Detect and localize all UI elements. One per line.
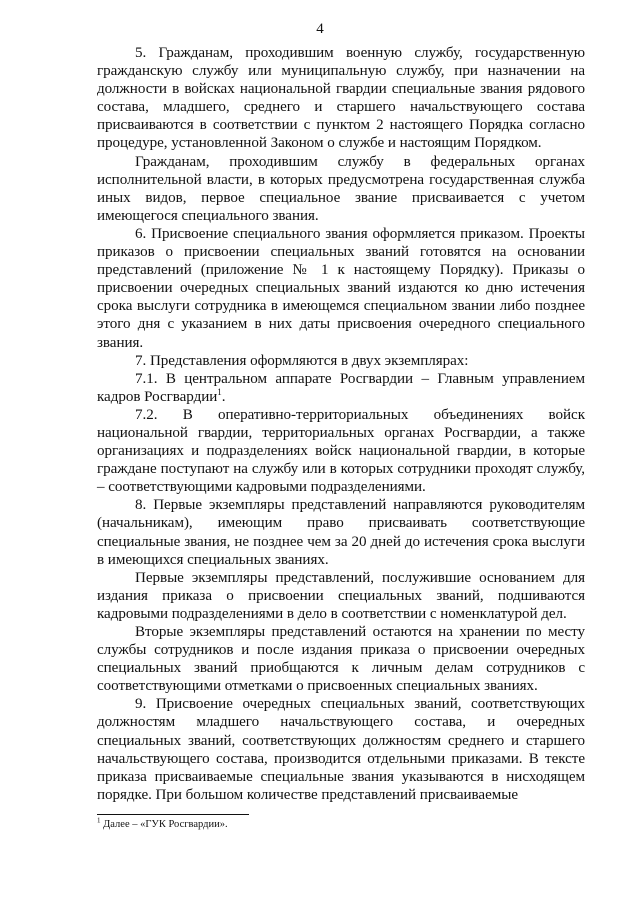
paragraph-7-1-text: 7.1. В центральном аппарате Росгвардии – Главным управлением кадров Росгвардии bbox=[97, 370, 585, 405]
paragraph-7-2: 7.2. В оперативно-территориальных объединениях войск национальной гвардии, территориальных органах Росгвардии, а также организациях и подразделениях войск национальной гвардии, в которые граждане поступают на службу или в которых сотрудники проходят службу, – соответствующими кадровыми подразделениями. bbox=[97, 406, 585, 496]
paragraph-7-1-tail: . bbox=[221, 388, 226, 405]
footnote-reference: 1 bbox=[217, 386, 222, 397]
paragraph-6: 6. Присвоение специального звания оформляется приказом. Проекты приказов о присвоении специальных званий готовятся на основании представлений (приложение № 1 к настоящему Порядку). Приказы о присвоении очередных специальных званий издаются ко дню истечения срока выслуги сотрудника в имеющемся специальном звании либо позднее этого дня с указанием в них даты присвоения очередного специального звания. bbox=[97, 225, 585, 351]
paragraph-8: 8. Первые экземпляры представлений направляются руководителям (начальникам), имеющим право присваивать соответствующие специальные звания, не позднее чем за 20 дней до истечения срока выслуги в имеющихся специальных званиях. bbox=[97, 497, 585, 568]
paragraph-9: 9. Присвоение очередных специальных званий, соответствующих должностям младшего начальствующего состава, и очередных специальных званий, соответствующих должностям среднего и старшего начальствующего состава, производится отдельными приказами. В тексте приказа присваиваемые специальные звания указываются в нисходящем порядке. При большом количестве представлений присваиваемые bbox=[97, 696, 585, 803]
document-body bbox=[97, 44, 585, 804]
footnote-marker: 1 bbox=[97, 816, 101, 825]
paragraph-7-1 bbox=[97, 370, 585, 406]
paragraph-8-third: Вторые экземпляры представлений остаются на хранении по месту службы сотрудников и после издания приказа о присвоении очередных специальных званий приобщаются к личным делам сотрудников с соответствующими отметками о присвоенных специальных званиях. bbox=[97, 624, 585, 695]
footnote-divider bbox=[97, 814, 249, 815]
paragraph-5-second: Гражданам, проходившим службу в федеральных органах исполнительной власти, в которых предусмотрена государственная служба иных видов, первое специальное звание присваивается с учетом имеющегося специального звания. bbox=[97, 153, 585, 224]
paragraph-7: 7. Представления оформляются в двух экземплярах: bbox=[135, 352, 469, 369]
paragraph-8-second: Первые экземпляры представлений, послужившие основанием для издания приказа о присвоении специальных званий, подшиваются кадровыми подразделениями в дело в соответствии с номенклатурой дел. bbox=[97, 569, 585, 622]
footnote bbox=[97, 818, 497, 831]
paragraph-5: 5. Гражданам, проходившим военную службу, государственную гражданскую службу или муниципальную службу, при назначении на должности в войсках национальной гвардии специальные звания рядового состава, младшего, среднего и старшего начальствующего состава присваиваются в соответствии с пунктом 2 настоящего Порядка согласно процедуре, установленной Законом о службе и настоящим Порядком. bbox=[97, 45, 585, 152]
footnote-text: Далее – «ГУК Росгвардии». bbox=[100, 819, 228, 830]
page-number: 4 bbox=[316, 21, 324, 37]
